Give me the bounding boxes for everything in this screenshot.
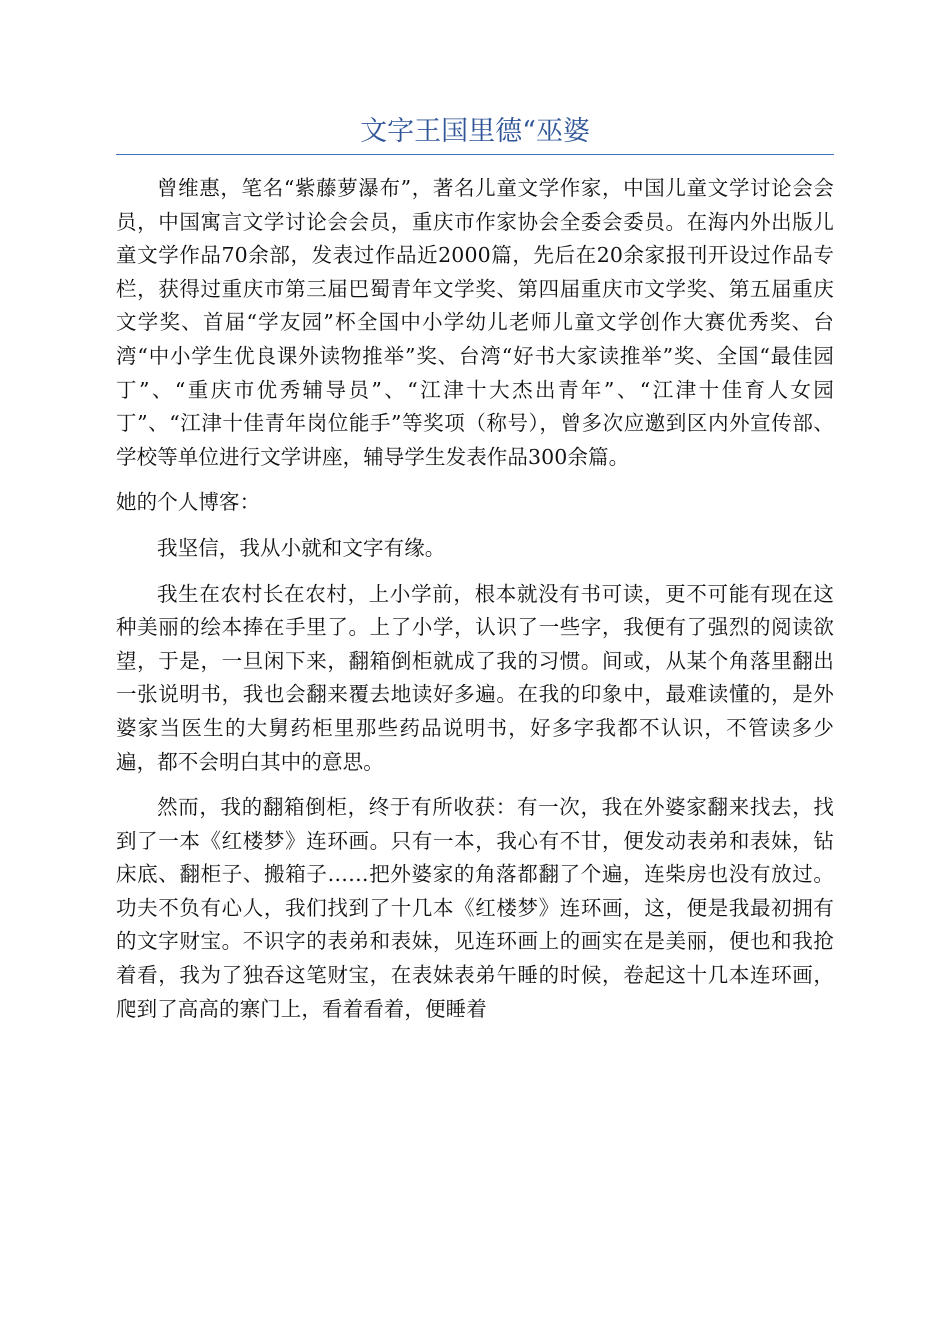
document-body bbox=[116, 172, 834, 1026]
blog-label-paragraph: 她的个人博客： bbox=[116, 490, 261, 515]
author-bio-paragraph: 曾维惠，笔名“紫藤萝瀑布”，著名儿童文学作家，中国儿童文学讨论会会员，中国寓言文学讨论会会员，重庆市作家协会全委会委员。在海内外出版儿童文学作品70余部，发表过作品近2000篇，先后在20余家报刊开设过作品专栏，获得过重庆市第三届巴蜀青年文学奖、第四届重庆市文学奖、第五届重庆文学奖、首届“学友园”杯全国中小学幼儿老师儿童文学创作大赛优秀奖、台湾“中小学生优良课外读物推举”奖、台湾“好书大家读推举”奖、全国“最佳园丁”、“重庆市优秀辅导员”、“江津十大杰出青年”、“江津十佳育人女园丁”、“江津十佳青年岗位能手”等奖项（称号），曾多次应邀到区内外宣传部、学校等单位进行文学讲座，辅导学生发表作品300余篇。 bbox=[116, 176, 834, 469]
body-paragraph: 然而，我的翻箱倒柜，终于有所收获：有一次，我在外婆家翻来找去，找到了一本《红楼梦》连环画。只有一本，我心有不甘，便发动表弟和表妹，钻床底、翻柜子、搬箱子……把外婆家的角落都翻了个遍，连柴房也没有放过。功夫不负有心人，我们找到了十几本《红楼梦》连环画，这，便是我最初拥有的文字财宝。不识字的表弟和表妹，见连环画上的画实在是美丽，便也和我抢着看，我为了独吞这笔财宝，在表妹表弟午睡的时候，卷起这十几本连环画，爬到了高高的寨门上，看着看着，便睡着 bbox=[116, 795, 834, 1021]
body-paragraph: 我生在农村长在农村，上小学前，根本就没有书可读，更不可能有现在这种美丽的绘本捧在手里了。上了小学，认识了一些字，我便有了强烈的阅读欲望，于是，一旦闲下来，翻箱倒柜就成了我的习惯。间或，从某个角落里翻出一张说明书，我也会翻来覆去地读好多遍。在我的印象中，最难读懂的，是外婆家当医生的大舅药柜里那些药品说明书，好多字我都不认识，不管读多少遍，都不会明白其中的意思。 bbox=[116, 581, 834, 774]
title-underline bbox=[116, 154, 834, 155]
document-title: 文字王国里德“巫婆 bbox=[360, 116, 590, 147]
body-paragraph: 我坚信，我从小就和文字有缘。 bbox=[157, 535, 446, 560]
